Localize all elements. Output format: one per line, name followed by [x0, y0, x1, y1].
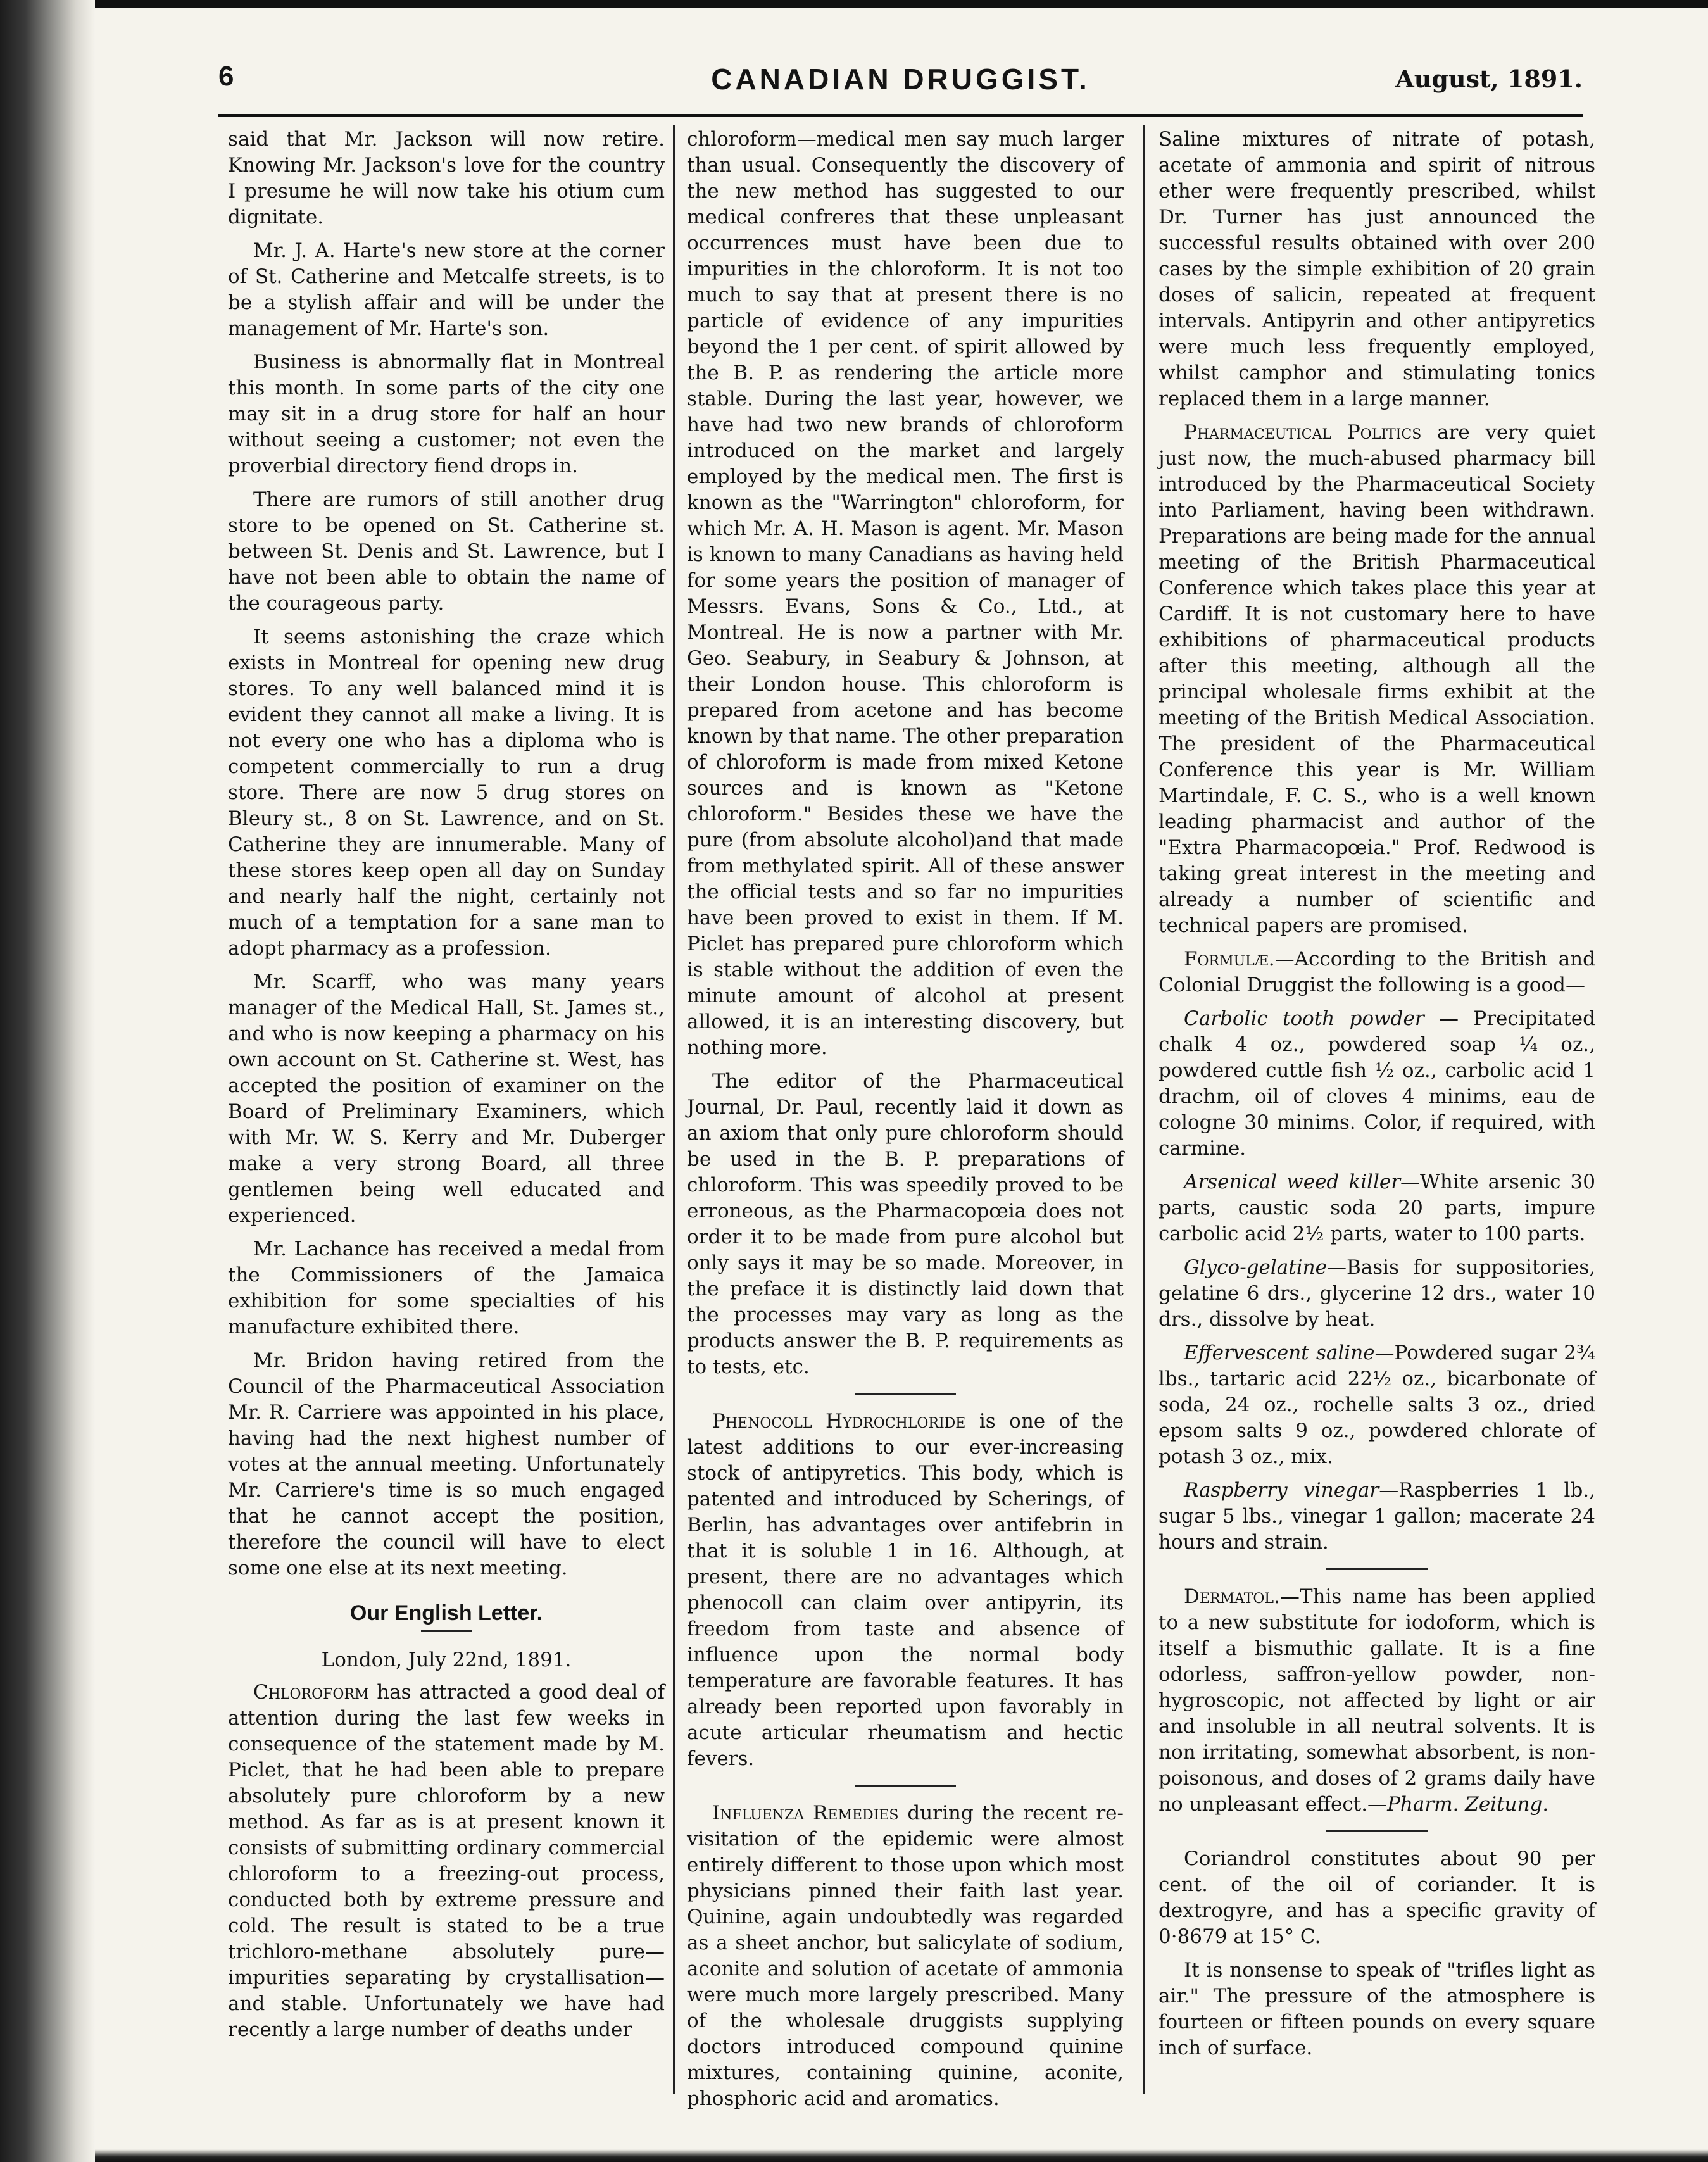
formula-text: —Powdered sugar 2¾ lbs., tartaric acid 22½ oz., bicarbonate of soda, 24 oz., rochelle salts 3 oz., dried epsom salts 9 oz., powdered chlorate of potash 3 oz., mix.: [1159, 1342, 1595, 1468]
heading-rule: [421, 1630, 472, 1632]
paragraph: [687, 1801, 1124, 2112]
formula-name: Raspberry vinegar: [1184, 1479, 1379, 1502]
column-right: [1159, 127, 1595, 2096]
formula-name: Carbolic tooth powder: [1184, 1007, 1424, 1030]
formula-text: —White arsenic 30 parts, caustic soda 20 parts, impure carbolic acid 2½ parts, water to 100 parts.: [1159, 1171, 1595, 1245]
paragraph: Saline mixtures of nitrate of potash, acetate of ammonia and spirit of nitrous ether were frequently prescribed, whilst Dr. Turner has just announced the successful results obtained with over 200 cases by the simple exhibition of 20 grain doses of salicin, repeated at frequent intervals. Antipyrin and other antipyretics were much less frequently employed, whilst camphor and stimulating tonics replaced them in a large manner.: [1159, 128, 1595, 410]
formula-name: Effervescent saline: [1184, 1342, 1375, 1364]
formula-text: —Raspberries 1 lb., sugar 5 lbs., vinegar 1 gallon; macerate 24 hours and strain.: [1159, 1479, 1595, 1554]
column-middle: [687, 127, 1124, 2110]
paragraph: [1159, 946, 1595, 998]
letter-dateline: London, July 22nd, 1891.: [321, 1649, 572, 1671]
lead-in: Phenocoll Hydrochloride: [712, 1410, 966, 1433]
source-citation: Pharm. Zeitung.: [1387, 1793, 1549, 1816]
paragraph: Coriandrol constitutes about 90 per cent. of the oil of coriander. It is dextrogyre, and has a specific gravity of 0·8679 at 15° C.: [1159, 1847, 1595, 1948]
paragraph: Mr. Bridon having retired from the Council of the Pharmaceutical Association Mr. R. Carriere was appointed in his place, having had the next highest number of votes at the annual meeting. Unfortunately Mr. Carriere's time is so much engaged that he cannot accept the position, therefore the council will have to elect some one else at its next meeting.: [228, 1349, 665, 1580]
journal-title: CANADIAN DRUGGIST.: [711, 63, 1090, 96]
lead-in: Chloroform: [253, 1681, 369, 1704]
formula-item: [1159, 1169, 1595, 1247]
section-rule: [855, 1393, 956, 1395]
paragraph: Business is abnormally flat in Montreal this month. In some parts of the city one may sit in a drug store for half an hour without seeing a customer; not even the proverbial directory fiend drops in.: [228, 351, 665, 477]
section-rule: [1326, 1568, 1428, 1570]
column-divider: [1143, 125, 1145, 2094]
paragraph: [1159, 1584, 1595, 1818]
lead-in: Dermatol.: [1184, 1585, 1280, 1608]
formula-item: [1159, 1340, 1595, 1470]
formula-name: Glyco-gelatine: [1184, 1256, 1327, 1279]
section-rule: [855, 1785, 956, 1787]
paragraph: Mr. Lachance has received a medal from the Commissioners of the Jamaica exhibition for some specialties of his manufacture exhibited there.: [228, 1238, 665, 1338]
paragraph: It seems astonishing the craze which exists in Montreal for opening new drug stores. To any well balanced mind it is evident they cannot all make a living. It is not every one who has a diploma who is competent commercially to run a drug store. There are now 5 drug stores on Bleury st., 8 on St. Lawrence, and on St. Catherine they are innumerable. Many of these stores keep open all day on Sunday and nearly half the night, certainly not much of a temptation for a sane man to adopt pharmacy as a profession.: [228, 625, 665, 960]
paragraph: Mr. J. A. Harte's new store at the corner of St. Catherine and Metcalfe streets, is to be a stylish affair and will be under the management of Mr. Harte's son.: [228, 239, 665, 340]
paragraph: [228, 1680, 665, 2043]
formula-item: [1159, 1006, 1595, 1162]
paragraph: [687, 1409, 1124, 1772]
column-left: [228, 127, 665, 2096]
page-header: [218, 61, 1583, 105]
paragraph: chloroform—medical men say much larger than usual. Consequently the discovery of the new method has suggested to our medical confreres that these unpleasant occurrences must have been due to impurities in the chloroform. It is not too much to say that at present there is no particle of evidence of any impurities beyond the 1 per cent. of spirit allowed by the B. P. as rendering the article more stable. During the last year, however, we have had two new brands of chloroform introduced on the market and largely employed by the medical men. The first is known as the "Warrington" chloroform, for which Mr. A. H. Mason is agent. Mr. Mason is known to many Canadians as having held for some years the position of manager of Messrs. Evans, Sons & Co., Ltd., at Montreal. He is now a partner with Mr. Geo. Seabury, in Seabury & Johnson, at their London house. This chloroform is prepared from acetone and has become known by that name. The other preparation of chloroform is made from mixed Ketone sources and is known as "Ketone chloroform." Besides these we have the pure (from absolute alcohol)and that made from methylated spirit. All of these answer the official tests and so far no impurities have been proved to exist in them. If M. Piclet has prepared pure chloroform which is stable without the addition of even the minute amount of alcohol at present allowed, it is an interesting discovery, but nothing more.: [687, 128, 1124, 1059]
paragraph: The editor of the Pharmaceutical Journal, Dr. Paul, recently laid it down as an axiom that only pure chloroform should be used in the B. P. preparations of chloroform. This was speedily proved to be erroneous, as the Pharmacopœia does not order it to be made from pure alcohol but only says it may be so made. Moreover, in the preface it is distinctly laid down that the processes may vary as long as the products answer the B. P. requirements as to tests, etc.: [687, 1070, 1124, 1378]
lead-in: Influenza Remedies: [712, 1802, 899, 1825]
formula-text: — Precipitated chalk 4 oz., powdered soap ¼ oz., powdered cuttle fish ½ oz., carbolic acid 1 drachm, oil of cloves 4 minims, eau de cologne 30 minims. Color, if required, with carmine.: [1159, 1007, 1596, 1160]
paragraph-text: is one of the latest additions to our ever-increasing stock of antipyretics. This body, which is patented and introduced by Scherings, of Berlin, has advantages over antifebrin in that it is soluble 1 in 16. Although, at present, there are no advantages which phenocoll can claim over antipyrin, its freedom from taste and absence of influence upon the normal body temperature are favorable features. It has already been reported upon favorably in acute articular rheumatism and hectic fevers.: [687, 1410, 1124, 1770]
section-heading: Our English Letter.: [349, 1601, 543, 1625]
paragraph-text: —This name has been applied to a new substitute for iodoform, which is itself a bismuthic gallate. It is a fine odorless, saffron-yellow powder, non-hygroscopic, not affected by light or air and insoluble in all neutral solvents. It is non irritating, somewhat absorbent, is non-poisonous, and doses of 2 grams daily have no unpleasant effect.—: [1159, 1585, 1595, 1816]
paragraph-text: during the recent re-visitation of the epidemic were almost entirely different to those upon which most physicians pinned their faith last year. Quinine, again undoubtedly was regarded as a sheet anchor, but salicylate of sodium, aconite and solution of acetate of ammonia were much more largely prescribed. Many of the wholesale druggists supplying doctors introduced compound quinine mixtures, containing quinine, aconite, phosphoric acid and aromatics.: [687, 1802, 1124, 2110]
formula-text: —Basis for suppositories, gelatine 6 drs., glycerine 12 drs., water 10 drs., dissolve by heat.: [1159, 1256, 1595, 1331]
formula-item: [1159, 1255, 1595, 1333]
top-edge-rule: [95, 0, 1708, 8]
section-rule: [1326, 1830, 1428, 1832]
paragraph: said that Mr. Jackson will now retire. Knowing Mr. Jackson's love for the country I presume he will now take his otium cum dignitate.: [228, 128, 665, 229]
paragraph: There are rumors of still another drug store to be opened on St. Catherine st. between St. Denis and St. Lawrence, but I have not been able to obtain the name of the courageous party.: [228, 488, 665, 615]
lead-in: Pharmaceutical Politics: [1184, 421, 1422, 444]
page-number: 6: [218, 61, 234, 92]
paragraph: [1159, 420, 1595, 939]
bottom-edge-rule: [95, 2149, 1708, 2162]
issue-date: August, 1891.: [1395, 65, 1583, 93]
paragraph: It is nonsense to speak of "trifles light as air." The pressure of the atmosphere is fourteen or fifteen pounds on every square inch of surface.: [1159, 1959, 1595, 2059]
paragraph: Mr. Scarff, who was many years manager of the Medical Hall, St. James st., and who is now keeping a pharmacy on his own account on St. Catherine st. West, has accepted the position of examiner on the Board of Preliminary Examiners, which with Mr. W. S. Kerry and Mr. Duberger make a very strong Board, all three gentlemen being well educated and experienced.: [228, 971, 665, 1227]
paragraph-text: —According to the British and Colonial Druggist the following is a good—: [1159, 948, 1595, 996]
formula-name: Arsenical weed killer: [1184, 1171, 1401, 1193]
binding-spine: [0, 0, 95, 2162]
lead-in: Formulæ.: [1184, 948, 1275, 971]
paragraph-text: has attracted a good deal of attention during the last few weeks in consequence of the statement made by M. Piclet, that he had been able to prepare absolutely pure chloroform by a new method. As far as is at present known it consists of submitting ordinary commercial chloroform to a freezing-out process, conducted both by extreme pressure and cold. The result is stated to be a true trichloro-methane absolutely pure—impurities separating by crystallisation—and stable. Unfortunately we have had recently a large number of deaths under: [228, 1681, 665, 2041]
column-divider: [673, 125, 675, 2094]
paragraph-text: are very quiet just now, the much-abused pharmacy bill introduced by the Pharmaceutical Society into Parliament, having been withdrawn. Preparations are being made for the annual meeting of the British Pharmaceutical Conference which takes place this year at Cardiff. It is not customary here to have exhibitions of pharmaceutical products after this meeting, although all the principal wholesale firms exhibit at the meeting of the British Medical Association. The president of the Pharmaceutical Conference this year is Mr. William Martindale, F. C. S., who is a well known leading pharmacist and author of the "Extra Pharmacopœia." Prof. Redwood is taking great interest in the meeting and already a number of scientific and technical papers are promised.: [1159, 421, 1595, 937]
formula-item: [1159, 1478, 1595, 1556]
header-rule: [218, 114, 1583, 117]
